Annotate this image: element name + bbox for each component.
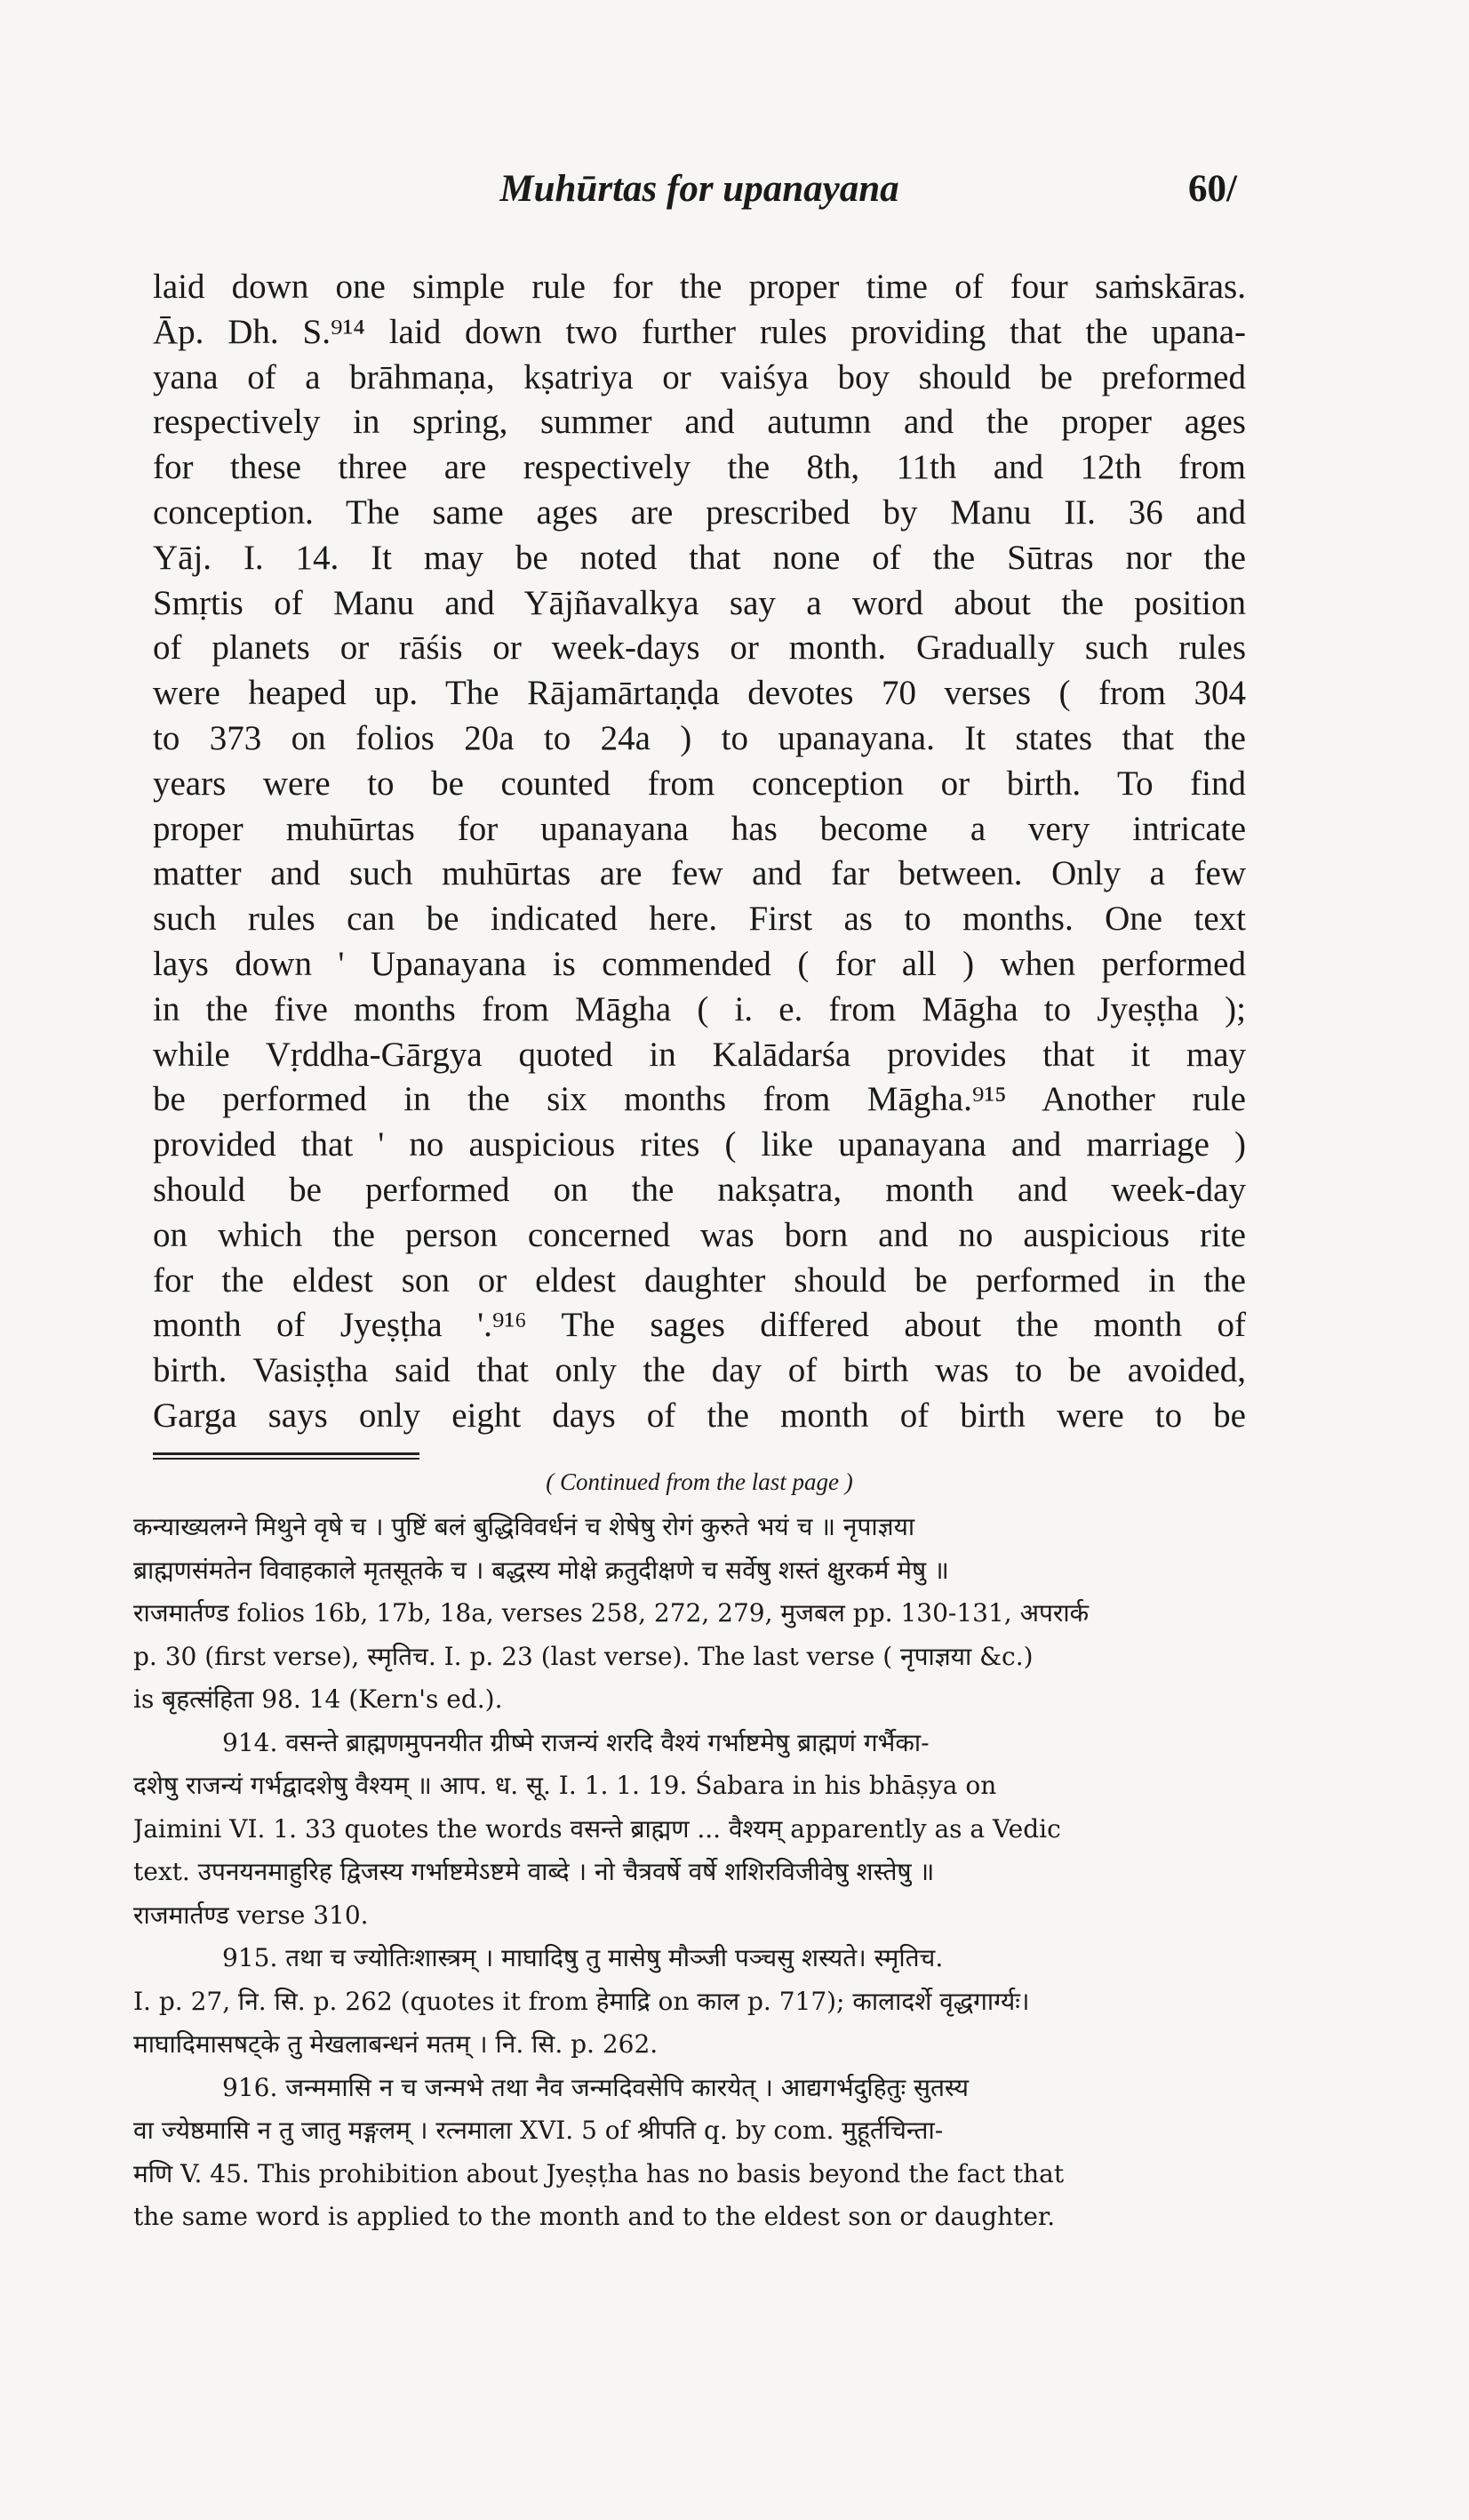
body-line: Garga says only eight days of the month of birth were to be [153, 1396, 1246, 1435]
footnote-line: p. 30 (first verse), स्मृतिच. I. p. 23 (last verse). The last verse ( नृपाज्ञया &c.) [133, 1641, 1034, 1671]
footnote-line: वा ज्येष्ठमासि न तु जातु मङ्गलम् । रत्नमाला XVI. 5 of श्रीपति q. by com. मुहूर्तचिन्ता- [133, 2116, 944, 2145]
body-line: conception. The same ages are prescribed by Manu II. 36 and [153, 492, 1246, 532]
footnote-line: राजमार्तण्ड verse 310. [133, 1900, 369, 1930]
body-line: respectively in spring, summer and autumn and the proper ages [153, 403, 1246, 442]
body-line: be performed in the six months from Māgha.⁹¹⁵ Another rule [153, 1080, 1246, 1119]
body-line: Smṛtis of Manu and Yājñavalkya say a word about the position [153, 583, 1246, 622]
body-line: such rules can be indicated here. First as to months. One text [153, 900, 1246, 939]
body-text [153, 265, 1246, 1439]
body-line: while Vṛddha-Gārgya quoted in Kalādarśa provides that it may [153, 1035, 1246, 1074]
body-line: birth. Vasiṣṭha said that only the day of birth was to be avoided, [153, 1351, 1246, 1390]
body-line: on which the person concerned was born and no auspicious rite [153, 1215, 1246, 1254]
footnote-915: 915. तथा च ज्योतिःशास्त्रम् । माघादिषु तु मासेषु मौञ्जी पञ्चसु शस्यते। स्मृतिच. [222, 1943, 944, 1972]
body-line: of planets or rāśis or week-days or month. Gradually such rules [153, 628, 1246, 668]
body-line: should be performed on the nakṣatra, month and week-day [153, 1170, 1246, 1209]
body-line: for these three are respectively the 8th, 11th and 12th from [153, 448, 1246, 487]
body-line: provided that ' no auspicious rites ( like upanayana and marriage ) [153, 1125, 1246, 1164]
page-header [153, 167, 1246, 220]
body-line: lays down ' Upanayana is commended ( for all ) when performed [153, 944, 1246, 983]
footnote-line: दशेषु राजन्यं गर्भद्वादशेषु वैश्यम् ॥ आप. ध. सू. I. 1. 1. 19. Śabara in his bhāṣya on [133, 1771, 997, 1800]
footnote-line: I. p. 27, नि. सि. p. 262 (quotes it from हेमाद्रि on काल p. 717); कालादर्शे वृद्धगार्ग्यः। [133, 1986, 1030, 2016]
footnote-rule [153, 1458, 419, 1460]
body-line: to 373 on folios 20a to 24a ) to upanayana. It states that the [153, 718, 1246, 757]
body-line: proper muhūrtas for upanayana has become a very intricate [153, 809, 1246, 848]
body-line: laid down one simple rule for the proper time of four saṁskāras. [153, 268, 1246, 306]
footnote-line: माघादिमासषट्के तु मेखलाबन्धनं मतम् । नि. सि. p. 262. [133, 2029, 659, 2059]
body-line: Āp. Dh. S.⁹¹⁴ laid down two further rules providing that the upana- [153, 312, 1246, 351]
footnote-916: 916. जन्ममासि न च जन्मभे तथा नैव जन्मदिवसेपि कारयेत् । आद्यगर्भदुहितुः सुतस्य [222, 2072, 970, 2102]
footnote-914: 914. वसन्ते ब्राह्मणमुपनयीत ग्रीष्मे राजन्यं शरदि वैश्यं गर्भाष्टमेषु ब्राह्मणं गर्भैका- [222, 1727, 930, 1757]
page-number: 60/ [1188, 168, 1237, 210]
footnote-line: कन्याख्यलग्ने मिथुने वृषे च । पुष्टिं बलं बुद्धिविवर्धनं च शेषेषु रोगं कुरुते भयं च ॥ नृपाज्ञया [133, 1512, 915, 1541]
body-line: Yāj. I. 14. It may be noted that none of the Sūtras nor the [153, 538, 1246, 577]
body-line: yana of a brāhmaṇa, kṣatriya or vaiśya boy should be preformed [153, 357, 1246, 396]
body-line: years were to be counted from conception or birth. To find [153, 764, 1246, 803]
body-line: in the five months from Māgha ( i. e. from Māgha to Jyeṣṭha ); [153, 989, 1246, 1028]
body-line: were heaped up. The Rājamārtaṇḍa devotes 70 verses ( from 304 [153, 674, 1246, 713]
footnote-line: Jaimini VI. 1. 33 quotes the words वसन्ते ब्राह्मण ... वैश्यम् apparently as a Vedic [133, 1813, 1061, 1844]
footnote-line: ब्राह्मणसंमतेन विवाहकाले मृतसूतके च । बद्धस्य मोक्षे क्रतुदीक्षणे च सर्वेषु शस्तं क्षुरकर्म मेषु ॥ [133, 1555, 949, 1585]
footnotes [133, 1506, 1244, 2239]
footnote-rule [153, 1452, 419, 1455]
body-line: for the eldest son or eldest daughter should be performed in the [153, 1260, 1246, 1300]
footnote-line: राजमार्तण्ड folios 16b, 17b, 18a, verses 258, 272, 279, मुजबल pp. 130-131, अपरार्क [133, 1598, 1090, 1628]
continued-note: ( Continued from the last page ) [546, 1468, 853, 1495]
footnote-line: is बृहत्संहिता 98. 14 (Kern's ed.). [133, 1684, 503, 1714]
body-line: matter and such muhūrtas are few and far between. Only a few [153, 854, 1246, 893]
footnote-line: text. उपनयनमाहुरिह द्विजस्य गर्भाष्टमेऽष्टमे वाब्दे । नो चैत्रवर्षे वर्षे शशिरविजीवेषु शस्तेषु ॥ [133, 1857, 935, 1886]
footnote-line: the same word is applied to the month and to the eldest son or daughter. [133, 2202, 1056, 2231]
body-line: month of Jyeṣṭha '.⁹¹⁶ The sages differed about the month of [153, 1306, 1246, 1345]
running-title: Muhūrtas for upanayana [499, 168, 899, 210]
footnote-line: मणि V. 45. This prohibition about Jyeṣṭha has no basis beyond the fact that [133, 2158, 1065, 2188]
